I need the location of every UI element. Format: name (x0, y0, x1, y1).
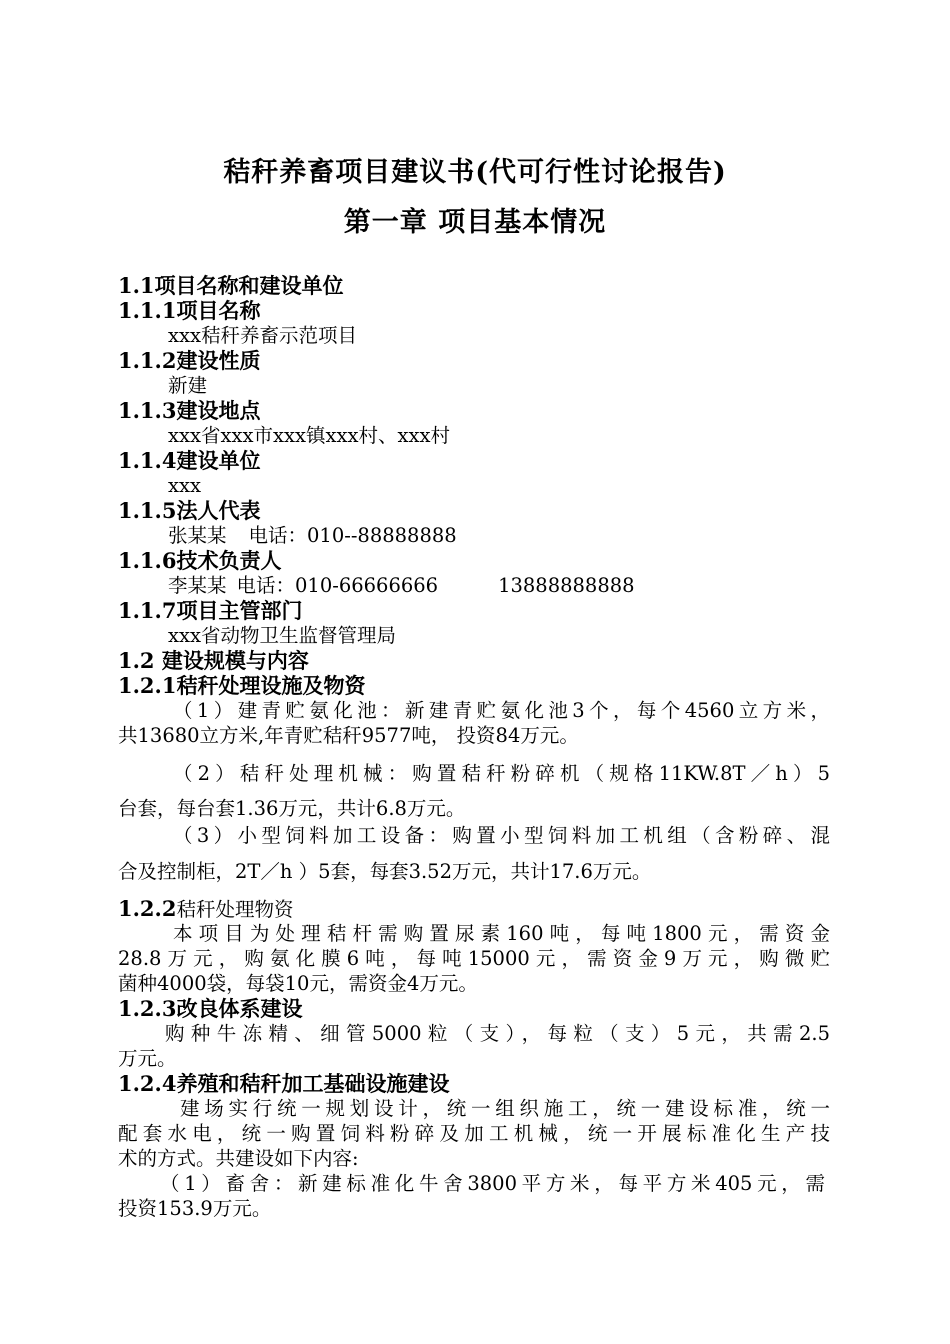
section-heading-1-1: 1.1项目名称和建设单位 (118, 273, 344, 298)
paragraph-materials-line-2: 28.8万元，购氨化膜6吨，每吨15000元，需资金9万元，购微贮 (118, 947, 830, 970)
paragraph-silage-pit-line-1: （1）建青贮氨化池：新建青贮氨化池3个，每个4560立方米， (173, 699, 830, 722)
section-heading-1-2-1: 1.2.1秸秆处理设施及物资 (118, 673, 366, 698)
technical-lead-line (168, 574, 635, 598)
section-heading-1-1-5: 1.1.5法人代表 (118, 498, 261, 523)
section-heading-1-1-7: 1.1.7项目主管部门 (118, 598, 303, 623)
section-heading-1-1-4: 1.1.4建设单位 (118, 448, 261, 473)
construction-location-text: xxx省xxx市xxx镇xxx村、xxx村 (168, 424, 450, 447)
paragraph-materials-line-1: 本项目为处理秸杆需购置尿素160吨，每吨1800元，需资金 (173, 922, 830, 945)
paragraph-silage-pit-line-2: 共13680立方米,年青贮秸秆9577吨， 投资84万元。 (118, 724, 579, 747)
technical-lead-phone: 电话：010-66666666 (236, 574, 439, 597)
paragraph-feed-equipment-line-2: 合及控制柜，2T／h ）5套，每套3.52万元，共计17.6万元。 (118, 860, 652, 883)
paragraph-materials-line-3: 菌种4000袋，每袋10元，需资金4万元。 (118, 972, 478, 995)
section-heading-1-1-2: 1.1.2建设性质 (118, 348, 261, 373)
paragraph-livestock-shed-line-1: （1）畜舍：新建标准化牛舍3800平方米，每平方米405元，需 (160, 1172, 825, 1195)
construction-unit-text: xxx (168, 474, 201, 497)
section-number-1-2-2: 1.2.2 (118, 896, 177, 921)
document-title: 秸秆养畜项目建议书(代可行性讨论报告) (223, 157, 727, 188)
paragraph-infrastructure-line-1: 建场实行统一规划设计，统一组织施工，统一建设标准，统一 (180, 1097, 830, 1120)
construction-nature-text: 新建 (168, 374, 208, 397)
chapter-title: 第一章 项目基本情况 (343, 207, 607, 238)
authority-department-text: xxx省动物卫生监督管理局 (168, 624, 396, 647)
section-title-1-2-2: 秸秆处理物资 (176, 898, 294, 921)
paragraph-machinery-line-2: 台套，每台套1.36万元，共计6.8万元。 (118, 797, 466, 820)
section-heading-1-2-2 (118, 897, 293, 923)
technical-lead-mobile: 13888888888 (498, 574, 635, 597)
legal-representative-phone: 电话：010--88888888 (248, 524, 457, 547)
technical-lead-name: 李某某 (168, 574, 227, 597)
section-heading-1-2: 1.2 建设规模与内容 (118, 648, 309, 673)
legal-representative-line (168, 524, 457, 548)
section-heading-1-1-3: 1.1.3建设地点 (118, 398, 261, 423)
paragraph-feed-equipment-line-1: （3）小型饲料加工设备：购置小型饲料加工机组（含粉碎、混 (173, 824, 830, 847)
paragraph-infrastructure-line-3: 术的方式。共建设如下内容: (118, 1147, 359, 1170)
section-heading-1-1-1: 1.1.1项目名称 (118, 298, 261, 323)
section-heading-1-2-4: 1.2.4养殖和秸秆加工基础设施建设 (118, 1071, 450, 1096)
paragraph-breeding-line-1: 购种牛冻精、细管5000粒（支），每粒（支）5元，共需2.5 (165, 1022, 830, 1045)
paragraph-infrastructure-line-2: 配套水电，统一购置饲料粉碎及加工机械，统一开展标准化生产技 (118, 1122, 830, 1145)
legal-representative-name: 张某某 (168, 524, 227, 547)
paragraph-livestock-shed-line-2: 投资153.9万元。 (118, 1197, 272, 1220)
section-heading-1-2-3: 1.2.3改良体系建设 (118, 996, 303, 1021)
paragraph-machinery-line-1: （2）秸秆处理机械：购置秸秆粉碎机（规格11KW.8T／h）5 (173, 762, 830, 785)
section-heading-1-1-6: 1.1.6技术负责人 (118, 548, 282, 573)
project-name-text: xxx秸秆养畜示范项目 (168, 324, 357, 347)
paragraph-breeding-line-2: 万元。 (118, 1047, 177, 1070)
